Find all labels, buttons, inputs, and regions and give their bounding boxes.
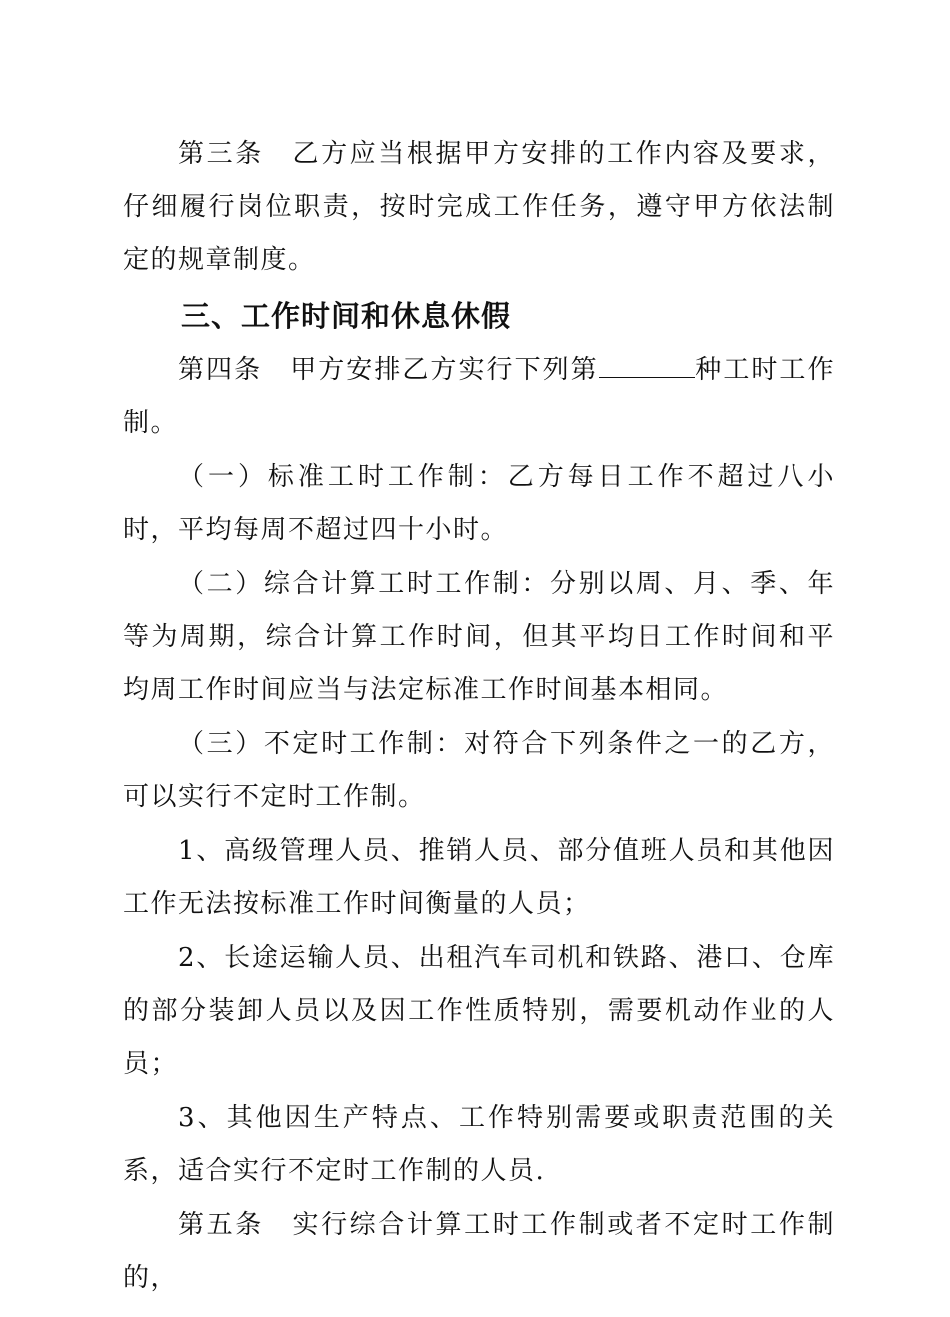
article-4-text-after: 种工时工作制。 xyxy=(123,355,835,438)
fill-in-blank[interactable] xyxy=(599,353,695,378)
item-standard-hours: （一）标准工时工作制：乙方每日工作不超过八小时，平均每周不超过四十小时。 xyxy=(123,462,835,545)
sub-item-2: 2、长途运输人员、出租汽车司机和铁路、港口、仓库的部分装卸人员以及因工作性质特别，需要机动作业的人员； xyxy=(123,943,835,1079)
article-3: 第三条 乙方应当根据甲方安排的工作内容及要求，仔细履行岗位职责，按时完成工作任务，遵守甲方依法制定的规章制度。 xyxy=(123,139,835,275)
article-4-text-before: 第四条 甲方安排乙方实行下列第 xyxy=(178,355,599,385)
item-comprehensive-hours: （二）综合计算工时工作制：分别以周、月、季、年等为周期，综合计算工作时间，但其平均日工作时间和平均周工作时间应当与法定标准工作时间基本相同。 xyxy=(123,569,835,705)
contract-page xyxy=(123,128,835,1306)
sub-item-1: 1、高级管理人员、推销人员、部分值班人员和其他因工作无法按标准工作时间衡量的人员； xyxy=(123,836,835,919)
article-5: 第五条 实行综合计算工时工作制或者不定时工作制的， xyxy=(123,1210,835,1293)
item-flexible-hours: （三）不定时工作制：对符合下列条件之一的乙方，可以实行不定时工作制。 xyxy=(123,729,835,812)
article-4 xyxy=(123,344,835,450)
section-heading: 三、工作时间和休息休假 xyxy=(181,299,512,333)
sub-item-3: 3、其他因生产特点、工作特别需要或职责范围的关系，适合实行不定时工作制的人员. xyxy=(123,1103,835,1186)
